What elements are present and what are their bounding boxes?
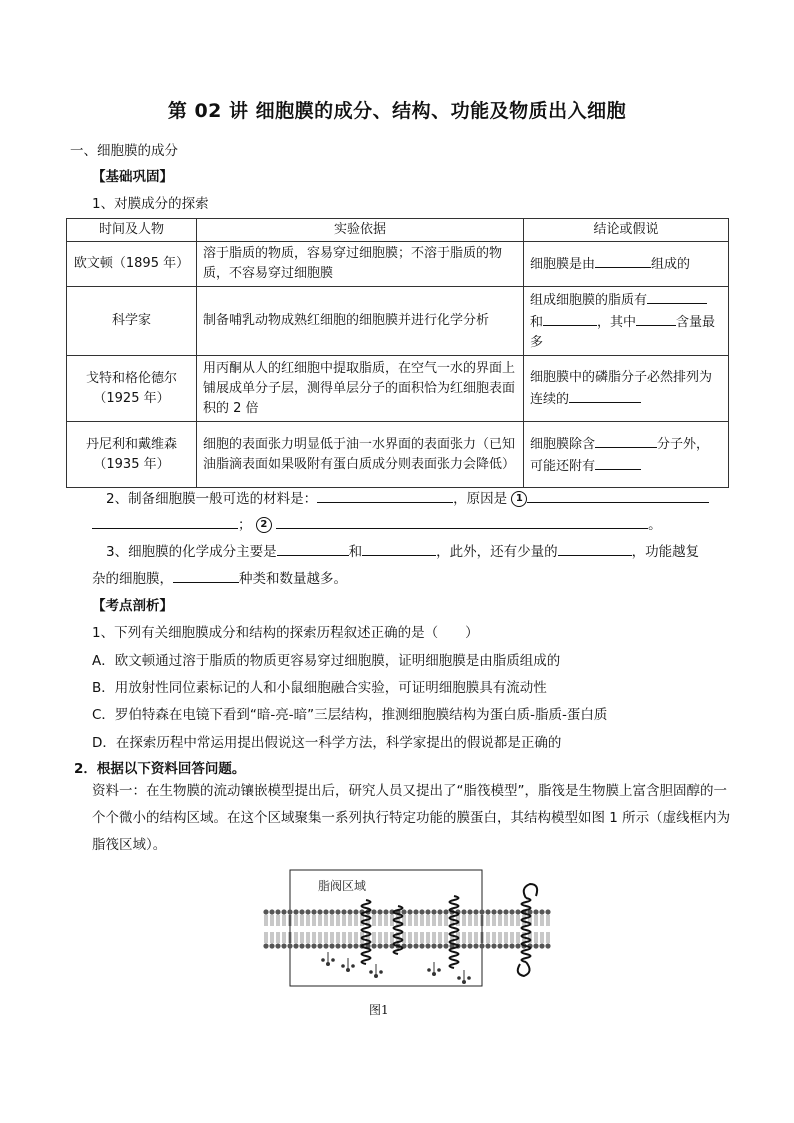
table-header: 时间及人物 [67, 219, 197, 242]
answer-blank[interactable] [595, 433, 657, 448]
table-cell-who: 丹尼利和戴维森 （1935 年） [67, 422, 197, 488]
table-cell-basis: 用丙酮从人的红细胞中提取脂质，在空气一水的界面上铺展成单分子层，测得单层分子的面积恰为红细胞表面积的 2 倍 [197, 356, 524, 422]
table-cell-basis: 制备哺乳动物成熟红细胞的细胞膜并进行化学分析 [197, 287, 524, 356]
circled-number-1: 1 [511, 491, 527, 507]
table-header: 结论或假说 [524, 219, 729, 242]
membrane-figure [258, 866, 558, 990]
phospholipid-tails [265, 915, 549, 943]
table-row [67, 422, 729, 488]
answer-blank[interactable] [569, 388, 641, 403]
question-2b: 2．根据以下资料回答问题。 [74, 761, 246, 777]
answer-blank[interactable] [647, 289, 707, 304]
table-cell-who: 戈特和格伦德尔 （1925 年） [67, 356, 197, 422]
table-row [67, 287, 729, 356]
answer-blank[interactable] [276, 514, 648, 529]
question-2-line1: 2、制备细胞膜一般可选的材料是： ，原因是 1 [106, 487, 709, 507]
answer-blank[interactable] [595, 253, 651, 268]
circled-number-2: 2 [256, 517, 272, 533]
table-header-row [67, 219, 729, 242]
table-cell-conclusion: 细胞膜中的磷脂分子必然排列为连续的 [524, 356, 729, 422]
table-cell-who: 欧文顿（1895 年） [67, 242, 197, 287]
answer-blank[interactable] [92, 514, 238, 529]
table-cell-conclusion: 细胞膜除含 分子外，可能还附有 [524, 422, 729, 488]
option-d[interactable]: D．在探索历程中常运用提出假说这一科学方法，科学家提出的假说都是正确的 [92, 735, 562, 751]
table-row [67, 242, 729, 287]
table-cell-who: 科学家 [67, 287, 197, 356]
section-heading: 一、细胞膜的成分 [70, 143, 178, 159]
lipid-raft-label: 脂阀区域 [318, 879, 367, 893]
answer-blank[interactable] [362, 541, 436, 556]
answer-blank[interactable] [636, 311, 676, 326]
analysis-heading: 【考点剖析】 [92, 598, 173, 614]
question-2-line2: ； 2 。 [92, 513, 662, 533]
answer-blank[interactable] [595, 455, 641, 470]
answer-blank[interactable] [558, 541, 632, 556]
option-a[interactable]: A．欧文顿通过溶于脂质的物质更容易穿过细胞膜，证明细胞膜是由脂质组成的 [92, 653, 561, 669]
answer-blank[interactable] [543, 311, 597, 326]
answer-blank[interactable] [173, 568, 239, 583]
page-title: 第 02 讲 细胞膜的成分、结构、功能及物质出入细胞 [167, 100, 627, 122]
option-c[interactable]: C．罗伯特森在电镜下看到“暗-亮-暗”三层结构，推测细胞膜结构为蛋白质-脂质-蛋白质 [92, 707, 608, 723]
table-cell-conclusion: 细胞膜是由 组成的 [524, 242, 729, 287]
mc-question: 1、下列有关细胞膜成分和结构的探索历程叙述正确的是（ ） [92, 625, 479, 641]
option-b[interactable]: B．用放射性同位素标记的人和小鼠细胞融合实验，可证明细胞膜具有流动性 [92, 680, 547, 696]
basic-heading: 【基础巩固】 [92, 169, 173, 185]
figure-caption: 图1 [369, 1003, 389, 1017]
question-3-line1: 3、细胞膜的化学成分主要是 和 ，此外，还有少量的 ，功能越复 [106, 540, 699, 560]
answer-blank[interactable] [277, 541, 349, 556]
table-cell-basis: 细胞的表面张力明显低于油一水界面的表面张力（已知油脂滴表面如果吸附有蛋白质成分则表面张力会降低） [197, 422, 524, 488]
answer-blank[interactable] [527, 488, 709, 503]
table-header: 实验依据 [197, 219, 524, 242]
exploration-table [66, 218, 729, 488]
table-row [67, 356, 729, 422]
question-1-title: 1、对膜成分的探索 [92, 196, 209, 212]
table-cell-conclusion: 组成细胞膜的脂质有 和 ，其中 含量最多 [524, 287, 729, 356]
question-3-line2: 杂的细胞膜， 种类和数量越多。 [92, 567, 347, 587]
answer-blank[interactable] [317, 488, 453, 503]
table-cell-basis: 溶于脂质的物质，容易穿过细胞膜；不溶于脂质的物质，不容易穿过细胞膜 [197, 242, 524, 287]
phospholipid-heads-bottom [263, 943, 550, 948]
material-paragraph: 资料一：在生物膜的流动镶嵌模型提出后，研究人员又提出了“脂筏模型”，脂筏是生物膜上富含胆固醇的一个个微小的结构区域。在这个区域聚集一系列执行特定功能的膜蛋白，其结构模型如图 1 所示（虚线框内为脂筏区域）。 [92, 783, 731, 853]
phospholipid-heads-top [263, 909, 550, 914]
